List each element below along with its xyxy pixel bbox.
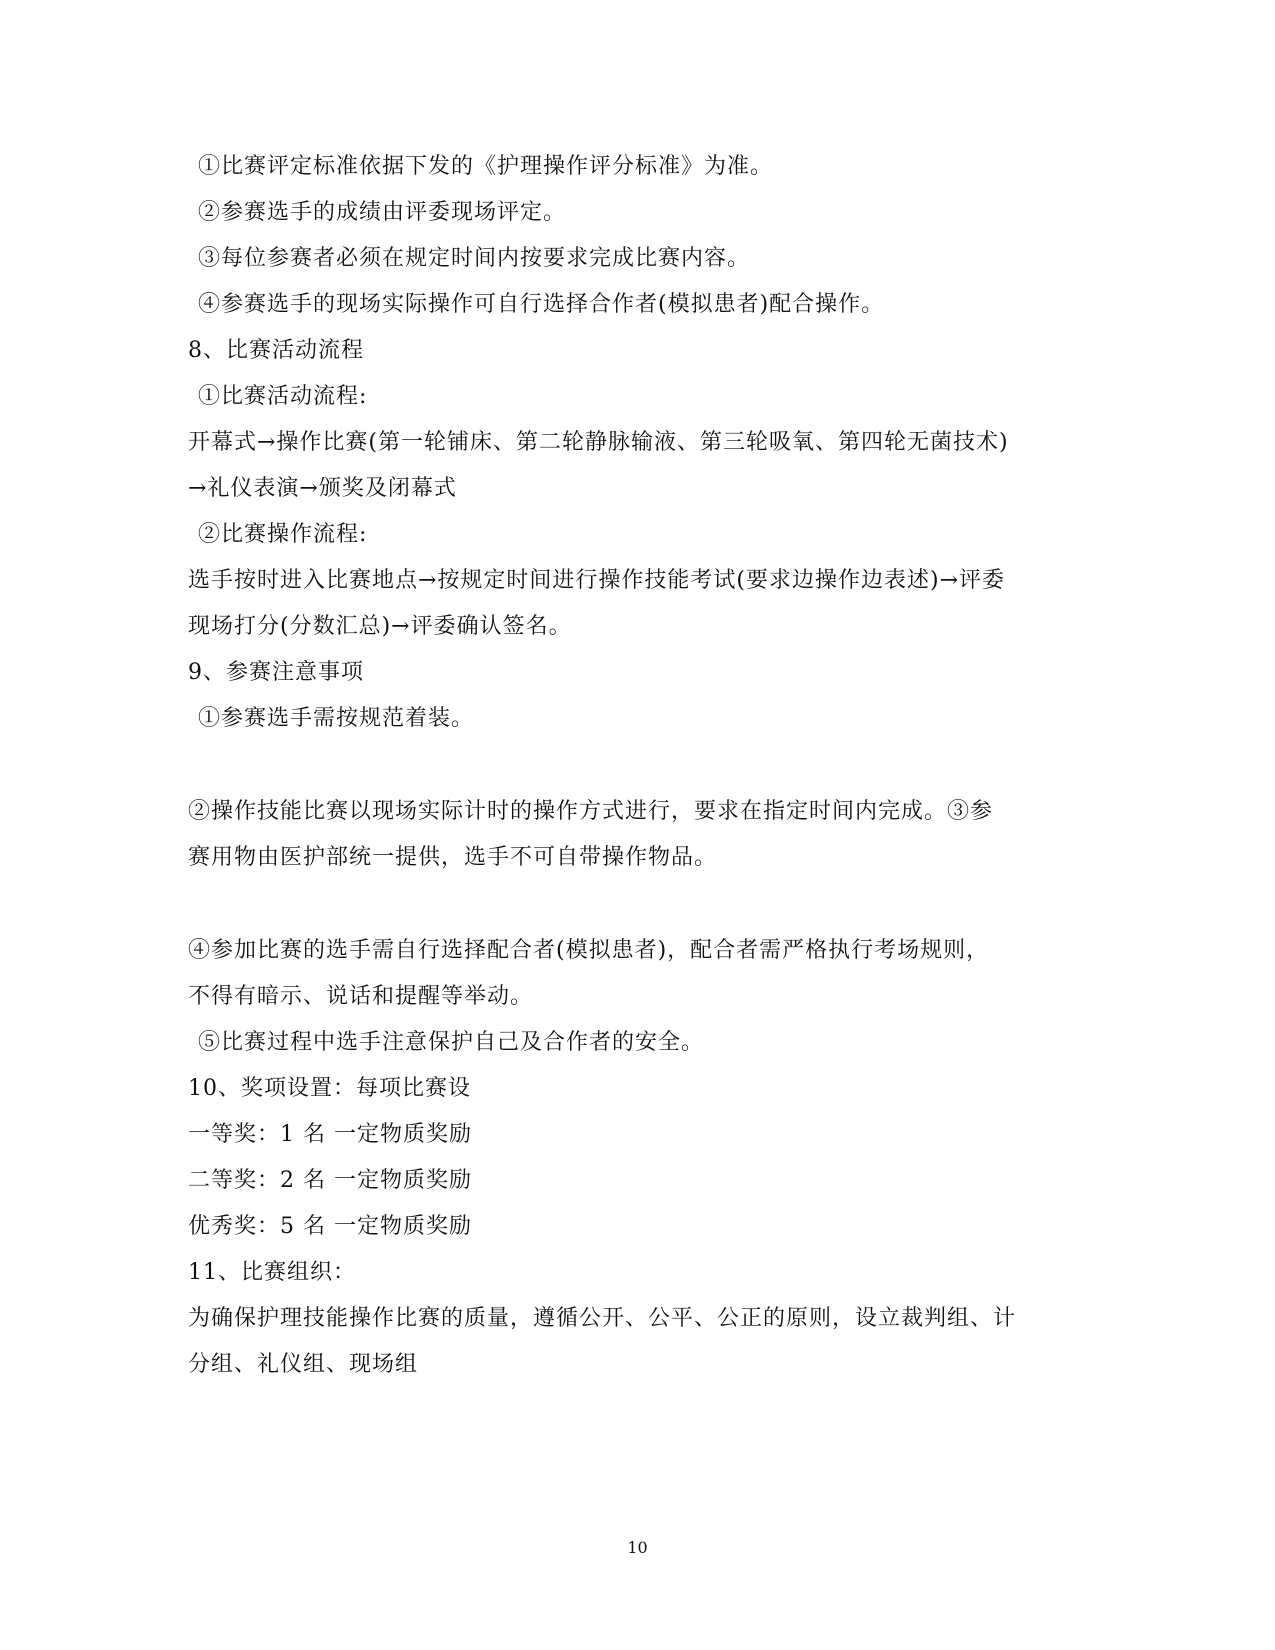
notice-item-1: ①参赛选手需按规范着装。 xyxy=(198,706,475,731)
criteria-item-2: ②参赛选手的成绩由评委现场评定。 xyxy=(198,200,567,225)
award-excellent: 优秀奖：5 名 一定物质奖励 xyxy=(188,1214,472,1239)
page-number: 10 xyxy=(627,1538,648,1557)
notice-item-5: ⑤比赛过程中选手注意保护自己及合作者的安全。 xyxy=(198,1030,705,1055)
award-first: 一等奖：1 名 一定物质奖励 xyxy=(188,1122,472,1147)
operation-flow-line-2: 现场打分(分数汇总)→评委确认签名。 xyxy=(188,614,572,639)
section-8-heading: 8、比赛活动流程 xyxy=(188,338,364,363)
section-11-heading: 11、比赛组织： xyxy=(188,1260,356,1285)
notice-item-2-line-1: ②操作技能比赛以现场实际计时的操作方式进行，要求在指定时间内完成。③参 xyxy=(188,799,994,824)
notice-item-4-line-1: ④参加比赛的选手需自行选择配合者(模拟患者)，配合者需严格执行考场规则， xyxy=(188,938,990,963)
criteria-item-1: ①比赛评定标准依据下发的《护理操作评分标准》为准。 xyxy=(198,154,774,179)
criteria-item-4: ④参赛选手的现场实际操作可自行选择合作者(模拟患者)配合操作。 xyxy=(198,292,885,317)
operation-flow-line-1: 选手按时进入比赛地点→按规定时间进行操作技能考试(要求边操作边表述)→评委 xyxy=(188,568,1006,593)
section-9-heading: 9、参赛注意事项 xyxy=(188,660,364,685)
flow-text-line-1: 开幕式→操作比赛(第一轮铺床、第二轮静脉输液、第三轮吸氧、第四轮无菌技术) xyxy=(188,430,1009,455)
notice-item-2-line-2: 赛用物由医护部统一提供，选手不可自带操作物品。 xyxy=(188,845,718,870)
section-10-heading: 10、奖项设置：每项比赛设 xyxy=(188,1076,471,1101)
flow-item-2: ②比赛操作流程: xyxy=(198,522,368,547)
organization-line-2: 分组、礼仪组、现场组 xyxy=(188,1352,419,1377)
flow-item-1: ①比赛活动流程: xyxy=(198,384,368,409)
criteria-item-3: ③每位参赛者必须在规定时间内按要求完成比赛内容。 xyxy=(198,246,751,271)
flow-text-line-2: →礼仪表演→颁奖及闭幕式 xyxy=(188,476,457,501)
notice-item-4-line-2: 不得有暗示、说话和提醒等举动。 xyxy=(188,984,534,1009)
organization-line-1: 为确保护理技能操作比赛的质量，遵循公开、公平、公正的原则，设立裁判组、计 xyxy=(188,1306,1017,1331)
award-second: 二等奖：2 名 一定物质奖励 xyxy=(188,1168,472,1193)
